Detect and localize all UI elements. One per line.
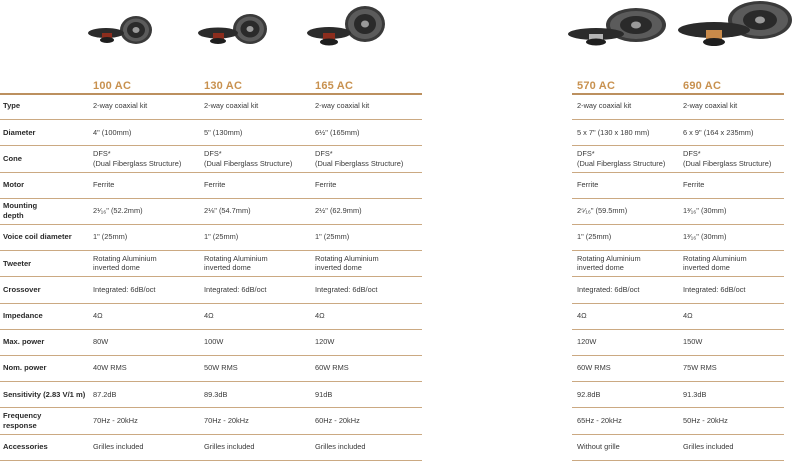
row-divider	[0, 460, 422, 461]
spec-label	[3, 411, 41, 430]
spec-value	[315, 206, 362, 216]
spec-label-line: Crossover	[3, 284, 41, 294]
model-header-570ac: 570 AC	[577, 80, 616, 92]
spec-value-line: 50Hz - 20kHz	[683, 415, 728, 425]
spec-value-line: 1" (25mm)	[577, 232, 612, 242]
spec-value	[683, 390, 706, 400]
spec-value	[683, 101, 737, 111]
spec-value-line: Without grille	[577, 441, 620, 451]
spec-value-line: 4Ω	[204, 310, 214, 320]
row-divider	[0, 224, 422, 225]
spec-value-line: 60Hz - 20kHz	[315, 415, 360, 425]
spec-value-line: 50W RMS	[204, 363, 238, 373]
spec-value-line: Integrated: 6dB/oct	[315, 284, 378, 294]
spec-label	[3, 285, 41, 295]
spec-value-line: Ferrite	[204, 179, 226, 189]
spec-value	[204, 337, 223, 347]
spec-label	[3, 154, 22, 164]
spec-label-line: Mounting	[3, 201, 38, 211]
spec-value-line: (Dual Fiberglass Structure)	[204, 158, 293, 168]
spec-value	[683, 206, 726, 216]
spec-value	[315, 416, 360, 426]
spec-value	[577, 232, 611, 242]
spec-value	[315, 149, 403, 168]
spec-value	[683, 363, 717, 373]
spec-value-line: Ferrite	[93, 179, 115, 189]
spec-value	[93, 363, 127, 373]
spec-value	[577, 180, 598, 190]
spec-value	[683, 416, 728, 426]
spec-value	[93, 416, 138, 426]
speaker-130ac-image	[196, 12, 270, 48]
spec-label	[3, 101, 20, 111]
row-divider	[0, 93, 422, 95]
row-divider	[572, 224, 784, 225]
row-divider	[572, 329, 784, 330]
row-divider	[572, 250, 784, 251]
spec-value	[315, 363, 349, 373]
spec-value-line: Rotating Aluminium	[577, 253, 641, 263]
spec-label-line: Diameter	[3, 127, 36, 137]
row-divider	[572, 93, 784, 95]
spec-value	[315, 442, 366, 452]
spec-value-line: 87.2dB	[93, 389, 117, 399]
spec-label	[3, 337, 44, 347]
spec-value-line: DFS*	[683, 149, 701, 158]
row-divider	[572, 381, 784, 382]
spec-value-line: 4Ω	[577, 310, 587, 320]
spec-value	[93, 149, 181, 168]
spec-value-line: 1" (25mm)	[93, 232, 128, 242]
spec-value	[315, 390, 332, 400]
model-header-100ac: 100 AC	[93, 80, 132, 92]
spec-value-line: 40W RMS	[93, 363, 127, 373]
row-divider	[572, 198, 784, 199]
spec-value-line: (Dual Fiberglass Structure)	[683, 158, 772, 168]
row-divider	[572, 145, 784, 146]
spec-value-line: 2½" (62.9mm)	[315, 206, 362, 216]
spec-label-line: depth	[3, 210, 24, 220]
spec-value-line: 2⁵⁄₁₆" (59.5mm)	[577, 206, 628, 216]
spec-value	[683, 442, 734, 452]
spec-value-line: 120W	[315, 337, 335, 347]
spec-value-line: (Dual Fiberglass Structure)	[577, 158, 666, 168]
spec-value	[204, 442, 255, 452]
spec-label	[3, 180, 24, 190]
spec-value-line: 1³⁄₁₆" (30mm)	[683, 232, 727, 242]
spec-value	[577, 128, 649, 138]
spec-value	[93, 285, 155, 295]
spec-value	[577, 149, 665, 168]
spec-value-line: 5 x 7" (130 x 180 mm)	[577, 127, 650, 137]
speaker-165ac-image	[305, 4, 387, 52]
spec-value-line: 100W	[204, 337, 224, 347]
spec-value-line: 70Hz - 20kHz	[204, 415, 249, 425]
spec-value	[93, 128, 131, 138]
spec-value	[93, 101, 147, 111]
spec-value	[204, 180, 225, 190]
spec-value-line: DFS*	[93, 149, 111, 158]
spec-label	[3, 311, 43, 321]
spec-value	[683, 128, 753, 138]
spec-value	[683, 254, 747, 273]
spec-value-line: 60W RMS	[315, 363, 349, 373]
spec-label-line: Sensitivity (2.83 V/1 m)	[3, 389, 86, 399]
spec-value	[315, 128, 360, 138]
spec-value	[577, 206, 627, 216]
spec-value-line: (Dual Fiberglass Structure)	[315, 158, 404, 168]
spec-value	[93, 311, 103, 321]
spec-value-line: Integrated: 6dB/oct	[577, 284, 640, 294]
spec-value	[93, 206, 143, 216]
spec-value-line: 150W	[683, 337, 703, 347]
row-divider	[0, 355, 422, 356]
row-divider	[572, 119, 784, 120]
spec-value-line: Rotating Aluminium	[683, 253, 747, 263]
spec-value	[93, 442, 144, 452]
spec-value	[683, 337, 702, 347]
spec-value-line: inverted dome	[204, 263, 251, 273]
spec-value-line: 70Hz - 20kHz	[93, 415, 138, 425]
spec-value	[204, 390, 227, 400]
spec-value-line: 91.3dB	[683, 389, 707, 399]
spec-label-line: Type	[3, 101, 21, 111]
spec-value-line: 4Ω	[683, 310, 693, 320]
spec-value-line: inverted dome	[315, 263, 362, 273]
spec-value	[204, 101, 258, 111]
speaker-690ac-image	[676, 0, 794, 54]
spec-value	[683, 180, 704, 190]
spec-value-line: inverted dome	[577, 263, 624, 273]
spec-value-line: DFS*	[577, 149, 595, 158]
spec-value	[93, 232, 127, 242]
spec-value	[683, 232, 726, 242]
row-divider	[0, 172, 422, 173]
row-divider	[0, 303, 422, 304]
spec-value	[577, 254, 641, 273]
spec-value	[204, 149, 292, 168]
spec-value-line: 2-way coaxial kit	[204, 101, 259, 111]
spec-label	[3, 128, 36, 138]
spec-value-line: Rotating Aluminium	[315, 253, 379, 263]
spec-value-line: 1³⁄₁₆" (30mm)	[683, 206, 727, 216]
spec-label-line: Voice coil diameter	[3, 232, 72, 242]
model-header-130ac: 130 AC	[204, 80, 243, 92]
spec-value	[683, 311, 693, 321]
spec-value-line: Grilles included	[93, 441, 144, 451]
spec-value-line: inverted dome	[93, 263, 140, 273]
spec-value-line: 2-way coaxial kit	[315, 101, 370, 111]
spec-value-line: 4" (100mm)	[93, 127, 132, 137]
spec-value-line: 6 x 9" (164 x 235mm)	[683, 127, 754, 137]
spec-value-line: Ferrite	[577, 179, 599, 189]
speaker-570ac-image	[566, 4, 670, 52]
spec-value	[204, 206, 251, 216]
spec-value	[204, 363, 238, 373]
spec-value-line: 60W RMS	[577, 363, 611, 373]
spec-value-line: 89.3dB	[204, 389, 228, 399]
spec-value	[577, 390, 600, 400]
spec-label-line: Tweeter	[3, 258, 32, 268]
spec-label-line: Frequency	[3, 411, 42, 420]
spec-value-line: inverted dome	[683, 263, 730, 273]
row-divider	[572, 172, 784, 173]
spec-value-line: Grilles included	[683, 441, 734, 451]
spec-label-line: Motor	[3, 179, 25, 189]
spec-value	[577, 416, 622, 426]
spec-value-line: Ferrite	[315, 179, 337, 189]
spec-value	[93, 180, 114, 190]
spec-value-line: (Dual Fiberglass Structure)	[93, 158, 182, 168]
spec-value-line: 2-way coaxial kit	[93, 101, 148, 111]
spec-value-line: 6½" (165mm)	[315, 127, 360, 137]
row-divider	[572, 460, 784, 461]
spec-value	[577, 363, 611, 373]
spec-value	[315, 337, 334, 347]
row-divider	[0, 381, 422, 382]
spec-value-line: Grilles included	[204, 441, 255, 451]
spec-value-line: Integrated: 6dB/oct	[204, 284, 267, 294]
row-divider	[572, 355, 784, 356]
spec-value	[93, 337, 108, 347]
spec-label	[3, 201, 37, 220]
spec-value-line: 1" (25mm)	[204, 232, 239, 242]
row-divider	[0, 119, 422, 120]
row-divider	[0, 198, 422, 199]
spec-label-line: Accessories	[3, 441, 48, 451]
spec-value-line: 120W	[577, 337, 597, 347]
spec-label	[3, 442, 48, 452]
spec-label-line: Nom. power	[3, 363, 47, 373]
row-divider	[572, 276, 784, 277]
spec-value	[315, 285, 377, 295]
spec-label	[3, 390, 85, 400]
spec-value	[93, 254, 157, 273]
spec-value-line: 92.8dB	[577, 389, 601, 399]
spec-value-line: DFS*	[204, 149, 222, 158]
spec-value-line: DFS*	[315, 149, 333, 158]
spec-value-line: Rotating Aluminium	[93, 253, 157, 263]
spec-value-line: 4Ω	[315, 310, 325, 320]
speaker-100ac-image	[84, 14, 154, 46]
model-header-165ac: 165 AC	[315, 80, 354, 92]
spec-label	[3, 232, 72, 242]
row-divider	[0, 407, 422, 408]
spec-value-line: Integrated: 6dB/oct	[93, 284, 156, 294]
spec-value	[577, 285, 639, 295]
spec-value-line: 80W	[93, 337, 109, 347]
model-header-690ac: 690 AC	[683, 80, 722, 92]
spec-value	[577, 311, 587, 321]
spec-value	[577, 337, 596, 347]
spec-value	[683, 285, 745, 295]
spec-value	[683, 149, 771, 168]
spec-label	[3, 363, 46, 373]
row-divider	[0, 434, 422, 435]
row-divider	[572, 434, 784, 435]
spec-label-line: Cone	[3, 153, 22, 163]
row-divider	[0, 250, 422, 251]
spec-value	[315, 180, 336, 190]
spec-label-line: Max. power	[3, 337, 45, 347]
spec-value-line: 2¹⁄₁₆" (52.2mm)	[93, 206, 143, 216]
spec-value-line: 75W RMS	[683, 363, 717, 373]
spec-value-line: 4Ω	[93, 310, 103, 320]
spec-value-line: 65Hz - 20kHz	[577, 415, 622, 425]
spec-value	[315, 101, 369, 111]
spec-value	[315, 254, 379, 273]
spec-value-line: 5" (130mm)	[204, 127, 243, 137]
row-divider	[572, 407, 784, 408]
row-divider	[572, 303, 784, 304]
spec-value	[577, 101, 631, 111]
spec-value	[93, 390, 116, 400]
spec-value	[204, 285, 266, 295]
spec-label-line: Impedance	[3, 310, 43, 320]
row-divider	[0, 276, 422, 277]
spec-value	[204, 232, 238, 242]
spec-value-line: 2-way coaxial kit	[577, 101, 632, 111]
spec-value	[204, 416, 249, 426]
spec-value-line: 1" (25mm)	[315, 232, 350, 242]
spec-value-line: 2⅛" (54.7mm)	[204, 206, 251, 216]
spec-label-line: response	[3, 420, 37, 430]
row-divider	[0, 329, 422, 330]
spec-value-line: Ferrite	[683, 179, 705, 189]
spec-value-line: Integrated: 6dB/oct	[683, 284, 746, 294]
row-divider	[0, 145, 422, 146]
spec-value	[204, 311, 214, 321]
spec-value-line: Grilles included	[315, 441, 366, 451]
spec-value	[315, 311, 325, 321]
spec-value	[577, 442, 620, 452]
spec-value-line: 2-way coaxial kit	[683, 101, 738, 111]
spec-value	[204, 254, 268, 273]
spec-label	[3, 259, 31, 269]
spec-value-line: 91dB	[315, 389, 333, 399]
spec-value	[204, 128, 242, 138]
spec-value	[315, 232, 349, 242]
spec-value-line: Rotating Aluminium	[204, 253, 268, 263]
